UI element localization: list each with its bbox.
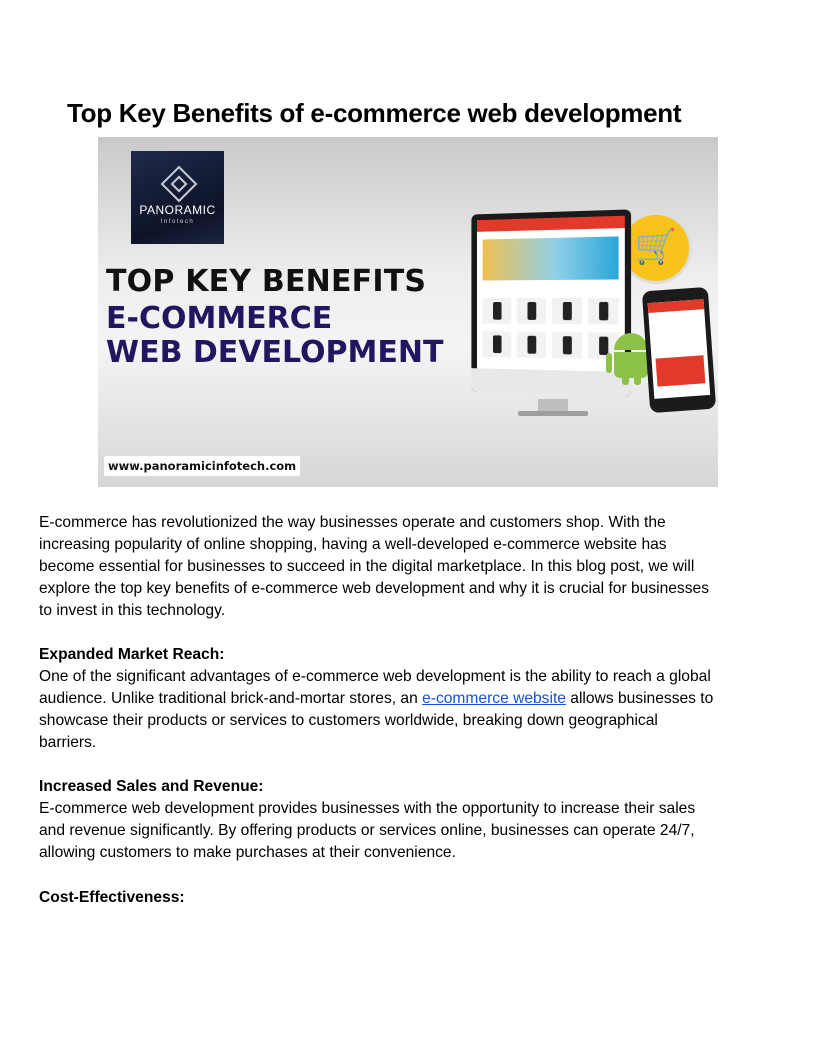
shopping-cart-icon: 🛒: [620, 212, 692, 284]
paragraph-line: allowing customers to make purchases at their convenience.: [39, 844, 456, 861]
paragraph-line: [39, 688, 739, 710]
logo-subtitle: Infotech: [160, 219, 195, 225]
smartphone-illustration: [642, 287, 716, 413]
banner-website-url: www.panoramicinfotech.com: [104, 456, 300, 476]
paragraph-line: to invest in this technology.: [39, 602, 226, 619]
panoramic-logo: [131, 151, 224, 244]
sales-revenue-paragraph: [39, 798, 739, 864]
paragraph-line: E-commerce has revolutionized the way businesses operate and customers shop. With the: [39, 514, 666, 531]
logo-emblem-icon: [161, 166, 198, 203]
paragraph-text: audience. Unlike traditional brick-and-mortar stores, an: [39, 690, 423, 707]
paragraph-line: barriers.: [39, 734, 97, 751]
banner-heading-line-3: WEB DEVELOPMENT: [106, 335, 444, 370]
market-reach-paragraph: [39, 666, 739, 754]
paragraph-line: increasing popularity of online shopping, having a well-developed e-commerce website has: [39, 536, 667, 553]
monitor-screen: [477, 216, 625, 372]
store-header-bar: [477, 216, 625, 232]
article-banner-image: [98, 137, 718, 487]
ecommerce-website-link[interactable]: e-commerce website: [422, 690, 566, 707]
paragraph-line: and revenue significantly. By offering products or services online, businesses can operate 24/7,: [39, 822, 695, 839]
paragraph-line: become essential for businesses to succeed in the digital marketplace. In this blog post, we will: [39, 558, 695, 575]
intro-paragraph: [39, 512, 739, 622]
banner-heading-line-2: E-COMMERCE: [106, 301, 333, 336]
phone-screen: [648, 299, 711, 399]
store-hero-banner: [483, 236, 619, 280]
banner-heading-line-1: TOP KEY BENEFITS: [106, 264, 427, 299]
section-heading-market-reach: Expanded Market Reach:: [39, 646, 225, 663]
product-row: [483, 298, 619, 325]
paragraph-line: explore the top key benefits of e-commerce web development and why it is crucial for businesses: [39, 580, 709, 597]
paragraph-line: One of the significant advantages of e-commerce web development is the ability to reach a global: [39, 668, 711, 685]
product-row: [483, 331, 619, 359]
paragraph-line: E-commerce web development provides businesses with the opportunity to increase their sales: [39, 800, 696, 817]
logo-name: PANORAMIC: [139, 203, 216, 217]
paragraph-text: allows businesses to: [565, 690, 714, 707]
document-title: Top Key Benefits of e-commerce web development: [67, 98, 682, 128]
section-heading-sales-revenue: Increased Sales and Revenue:: [39, 778, 264, 795]
monitor-stand-base: [518, 411, 588, 416]
section-heading-cost-effectiveness: Cost-Effectiveness:: [39, 889, 185, 906]
paragraph-line: showcase their products or services to customers worldwide, breaking down geographical: [39, 712, 658, 729]
